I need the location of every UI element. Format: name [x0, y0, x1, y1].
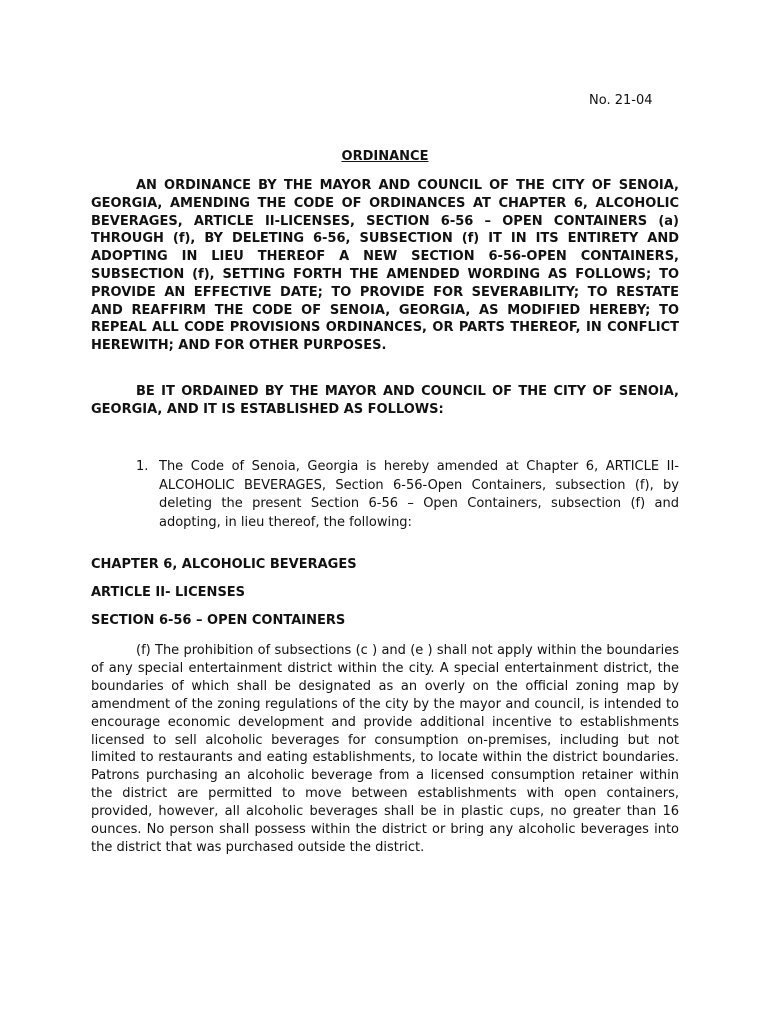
list-item-text: The Code of Senoia, Georgia is hereby amended at Chapter 6, ARTICLE II-ALCOHOLIC BEVERAGES, Section 6-56-Open Containers, subsection (f), by deleting the present Section 6-56 – Open Containers, subsection (f) and adopting, in lieu thereof, the following:	[159, 459, 679, 530]
ordained-paragraph: BE IT ORDAINED BY THE MAYOR AND COUNCIL OF THE CITY OF SENOIA, GEORGIA, AND IT IS ESTABLISHED AS FOLLOWS:	[91, 384, 679, 417]
numbered-list	[136, 458, 679, 532]
document-title: ORDINANCE	[341, 149, 429, 164]
section-body-paragraph: (f) The prohibition of subsections (c ) and (e ) shall not apply within the boundaries of any special entertainment district within the city. A special entertainment district, the boundaries of which shall be designated as an overly on the official zoning map by amendment of the zoning regulations of the city by the mayor and council, is intended to encourage economic development and provide additional incentive to establishments licensed to sell alcoholic beverages for consumption on-premises, including but not limited to restaurants and eating establishments, to locate within the district boundaries. Patrons purchasing an alcoholic beverage from a licensed consumption retainer within the district are permitted to move between establishments with open containers, provided, however, all alcoholic beverages shall be in plastic cups, no greater than 16 ounces. No person shall possess within the district or bring any alcoholic beverages into the district that was purchased outside the district.	[91, 643, 679, 855]
preamble-paragraph: AN ORDINANCE BY THE MAYOR AND COUNCIL OF THE CITY OF SENOIA, GEORGIA, AMENDING THE CODE OF ORDINANCES AT CHAPTER 6, ALCOHOLIC BEVERAGES, ARTICLE II-LICENSES, SECTION 6-56 – OPEN CONTAINERS (a) THROUGH (f), BY DELETING 6-56, SUBSECTION (f) IT IN ITS ENTIRETY AND ADOPTING IN LIEU THEREOF A NEW SECTION 6-56-OPEN CONTAINERS, SUBSECTION (f), SETTING FORTH THE AMENDED WORDING AS FOLLOWS; TO PROVIDE AN EFFECTIVE DATE; TO PROVIDE FOR SEVERABILITY; TO RESTATE AND REAFFIRM THE CODE OF SENOIA, GEORGIA, AS MODIFIED HEREBY; TO REPEAL ALL CODE PROVISIONS ORDINANCES, OR PARTS THEREOF, IN CONFLICT HEREWITH; AND FOR OTHER PURPOSES.	[91, 178, 679, 354]
section-heading: SECTION 6-56 – OPEN CONTAINERS	[91, 613, 346, 628]
chapter-heading: CHAPTER 6, ALCOHOLIC BEVERAGES	[91, 557, 357, 572]
ordinance-number: No. 21-04	[589, 93, 653, 108]
article-heading: ARTICLE II- LICENSES	[91, 585, 246, 600]
list-item	[136, 458, 679, 532]
list-item-number: 1.	[136, 459, 149, 474]
